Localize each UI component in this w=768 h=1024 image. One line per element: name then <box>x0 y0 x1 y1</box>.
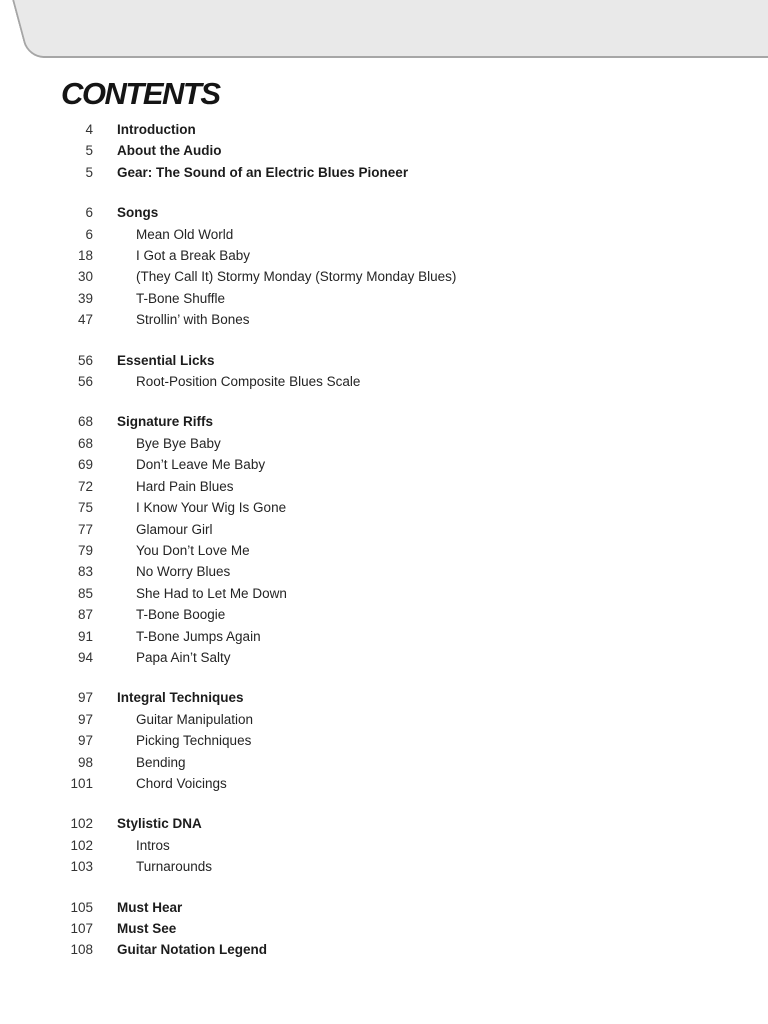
toc-row <box>63 897 456 918</box>
toc-entry-title: Songs <box>117 205 159 221</box>
toc-entry-title: T-Bone Jumps Again <box>136 628 261 644</box>
toc-entry-title: Glamour Girl <box>136 521 213 537</box>
toc-page-number: 102 <box>70 816 93 832</box>
toc-page-number: 85 <box>77 585 93 601</box>
toc-entry-title: Don’t Leave Me Baby <box>136 457 266 473</box>
toc-page-number: 5 <box>85 164 93 180</box>
toc-row <box>63 856 456 877</box>
toc-row <box>63 519 456 540</box>
toc-page-number: 91 <box>77 628 93 644</box>
toc-row <box>63 918 456 939</box>
toc-page-number: 97 <box>77 733 93 749</box>
toc-entry-title: She Had to Let Me Down <box>136 585 287 601</box>
toc-row <box>63 752 456 773</box>
toc-entry-title: I Know Your Wig Is Gone <box>136 500 287 516</box>
toc-entry-title: Gear: The Sound of an Electric Blues Pioneer <box>117 164 409 180</box>
toc-page-number: 94 <box>77 649 93 665</box>
toc-entry-title: Must Hear <box>117 899 183 915</box>
toc-row <box>63 604 456 625</box>
toc-row <box>63 433 456 454</box>
toc-row <box>63 835 456 856</box>
toc-row <box>63 687 456 708</box>
toc-group <box>63 119 456 183</box>
toc-entry-title: I Got a Break Baby <box>136 248 251 264</box>
toc-page-number: 97 <box>77 711 93 727</box>
toc-page-number: 68 <box>77 414 93 430</box>
toc-row <box>63 140 456 161</box>
toc-page-number: 98 <box>77 754 93 770</box>
toc-page-number: 6 <box>85 226 93 242</box>
toc-entry-title: Root-Position Composite Blues Scale <box>136 374 361 390</box>
toc-entry-title: Intros <box>136 837 170 853</box>
toc-entry-title: Guitar Notation Legend <box>117 942 267 958</box>
toc-page-number: 30 <box>77 269 93 285</box>
toc-entry-title: Chord Voicings <box>136 775 227 791</box>
toc-list <box>63 119 456 980</box>
toc-page-number: 97 <box>77 690 93 706</box>
toc-row <box>63 497 456 518</box>
toc-page-number: 101 <box>70 775 93 791</box>
toc-page-number: 103 <box>70 859 93 875</box>
toc-row <box>63 647 456 668</box>
toc-row <box>63 266 456 287</box>
toc-entry-title: Essential Licks <box>117 352 215 368</box>
toc-entry-title: Turnarounds <box>136 859 213 875</box>
toc-entry-title: Bye Bye Baby <box>136 435 221 451</box>
toc-page-number: 83 <box>77 564 93 580</box>
toc-group <box>63 687 456 794</box>
toc-entry-title: You Don’t Love Me <box>136 542 250 558</box>
toc-page-number: 5 <box>85 143 93 159</box>
toc-entry-title: Strollin’ with Bones <box>136 312 250 328</box>
toc-entry-title: No Worry Blues <box>136 564 231 580</box>
toc-page-number: 75 <box>77 500 93 516</box>
toc-row <box>63 813 456 834</box>
toc-row <box>63 350 456 371</box>
toc-entry-title: Introduction <box>117 122 196 137</box>
toc-entry-title: Stylistic DNA <box>117 816 202 832</box>
toc-row <box>63 371 456 392</box>
toc-page-number: 18 <box>77 248 93 264</box>
toc-page-number: 87 <box>77 607 93 623</box>
toc-row <box>63 411 456 432</box>
toc-row <box>63 288 456 309</box>
toc-group <box>63 411 456 668</box>
toc-group <box>63 897 456 961</box>
toc-page-number: 56 <box>77 374 93 390</box>
toc-group <box>63 350 456 393</box>
toc-page-number: 77 <box>77 521 93 537</box>
page-title: CONTENTS <box>61 76 220 111</box>
toc-page-number: 39 <box>77 290 93 306</box>
toc-page-number: 68 <box>77 435 93 451</box>
toc-row <box>63 709 456 730</box>
toc-row <box>63 773 456 794</box>
toc-entry-title: Guitar Manipulation <box>136 711 254 727</box>
toc-page-number: 105 <box>70 899 93 915</box>
toc-page-number: 6 <box>85 205 93 221</box>
toc-page-number: 79 <box>77 542 93 558</box>
toc-row <box>63 119 456 140</box>
toc-entry-title: Papa Ain’t Salty <box>136 649 231 665</box>
toc-entry-title: Picking Techniques <box>136 733 252 749</box>
toc-entry-title: Integral Techniques <box>117 690 244 706</box>
toc-row <box>63 224 456 245</box>
toc-entry-title: Signature Riffs <box>117 414 214 430</box>
toc-page-number: 72 <box>77 478 93 494</box>
toc-page-number: 47 <box>77 312 93 328</box>
toc-row <box>63 540 456 561</box>
toc-row <box>63 162 456 183</box>
toc-page-number: 107 <box>70 921 93 936</box>
header-tab <box>10 0 768 58</box>
toc-entry-title: Must See <box>117 921 177 936</box>
toc-group <box>63 202 456 330</box>
toc-entry-title: Mean Old World <box>136 226 234 242</box>
toc-row <box>63 626 456 647</box>
toc-entry-title: Bending <box>136 754 186 770</box>
toc-row <box>63 476 456 497</box>
toc-entry-title: T-Bone Boogie <box>136 607 226 623</box>
toc-row <box>63 561 456 582</box>
toc-page-number: 69 <box>77 457 93 473</box>
toc-row <box>63 454 456 475</box>
toc-page-number: 4 <box>85 122 93 137</box>
toc-row <box>63 583 456 604</box>
toc-page-number: 108 <box>70 942 93 958</box>
toc-row <box>63 202 456 223</box>
toc-row <box>63 939 456 960</box>
toc-page-number: 56 <box>77 352 93 368</box>
toc-entry-title: (They Call It) Stormy Monday (Stormy Monday Blues) <box>136 269 457 285</box>
toc-entry-title: About the Audio <box>117 143 222 159</box>
toc-entry-title: Hard Pain Blues <box>136 478 234 494</box>
toc-page-number: 102 <box>70 837 93 853</box>
toc-row <box>63 309 456 330</box>
toc-row <box>63 730 456 751</box>
toc-group <box>63 813 456 877</box>
toc-row <box>63 245 456 266</box>
toc-entry-title: T-Bone Shuffle <box>136 290 226 306</box>
